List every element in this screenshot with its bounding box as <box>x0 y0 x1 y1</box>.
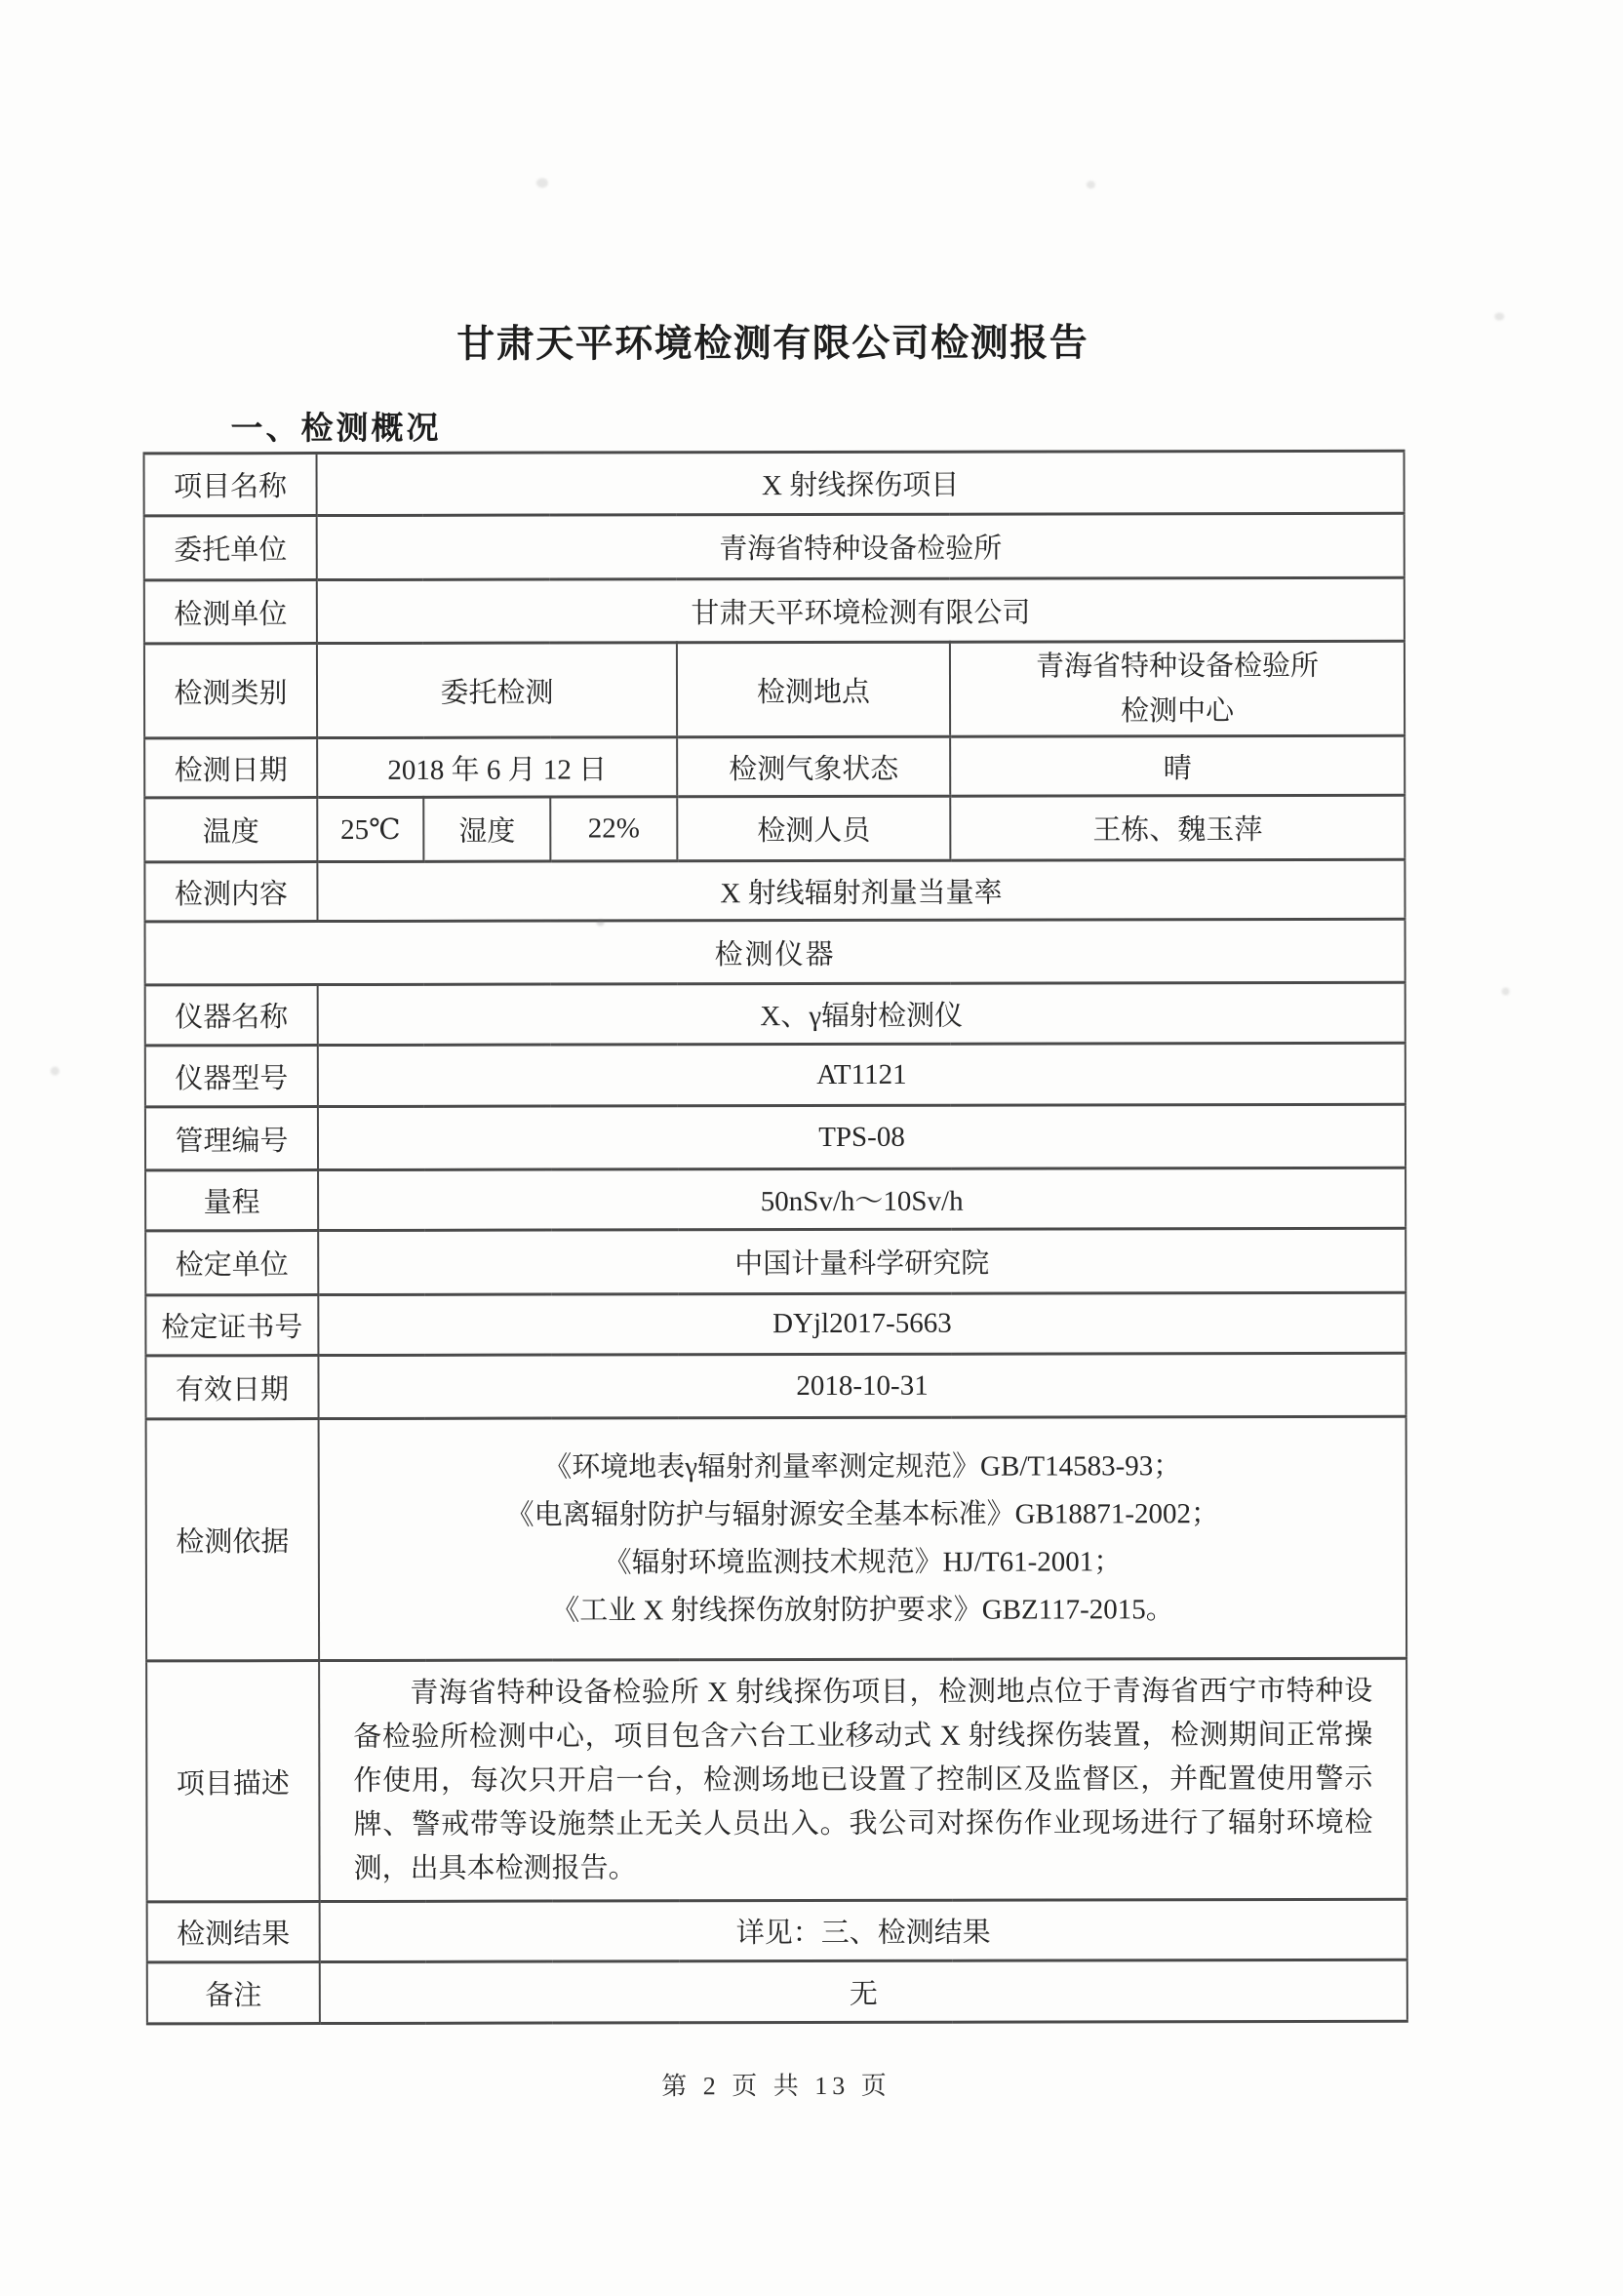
row-label: 仪器型号 <box>145 1046 318 1107</box>
table-row-remarks <box>147 1960 1407 2024</box>
row-label: 检测日期 <box>144 738 317 798</box>
row-label: 检测单位 <box>144 580 317 644</box>
table-row-test-content <box>144 859 1405 922</box>
row-label: 检测人员 <box>677 796 950 861</box>
row-label: 检测内容 <box>144 862 317 922</box>
row-value: 2018-10-31 <box>318 1353 1405 1418</box>
row-label: 检测依据 <box>146 1419 320 1661</box>
row-value: 详见：三、检测结果 <box>320 1899 1407 1961</box>
basis-line: 《工业 X 射线探伤放射防护要求》GBZ117-2015。 <box>551 1593 1174 1627</box>
section-row-header: 检测仪器 <box>145 919 1405 985</box>
row-value <box>319 1658 1407 1901</box>
row-value: DYjl2017-5663 <box>318 1292 1405 1355</box>
row-label: 量程 <box>145 1170 318 1231</box>
table-row-date-weather <box>144 735 1405 798</box>
row-value: 王栋、魏玉萍 <box>950 795 1405 860</box>
row-label: 检测气象状态 <box>677 736 950 797</box>
row-label: 管理编号 <box>145 1107 318 1170</box>
row-label: 备注 <box>147 1962 320 2024</box>
row-value: 晴 <box>950 735 1405 796</box>
row-value: 中国计量科学研究院 <box>318 1228 1405 1294</box>
row-value: 50nSv/h～10Sv/h <box>318 1168 1405 1230</box>
table-row-temp-humidity-staff <box>144 795 1405 862</box>
row-label: 仪器名称 <box>145 985 318 1046</box>
scan-speckle <box>51 1067 59 1076</box>
table-row-test-result <box>147 1899 1407 1962</box>
table-row-project-description <box>146 1658 1407 1902</box>
row-label: 检测类别 <box>144 644 317 738</box>
scan-speckle <box>597 919 605 926</box>
row-label: 委托单位 <box>144 516 317 580</box>
table-row-testing-unit <box>144 577 1405 644</box>
table-row-range <box>145 1168 1405 1231</box>
row-label: 检定单位 <box>145 1231 318 1295</box>
row-value <box>319 1416 1407 1660</box>
basis-line: 《辐射环境监测技术规范》HJ/T61-2001； <box>603 1545 1123 1578</box>
row-value: 委托检测 <box>317 643 677 738</box>
table-row-certificate-number <box>145 1292 1405 1356</box>
row-label: 有效日期 <box>145 1356 318 1419</box>
row-value: X 射线辐射剂量当量率 <box>317 859 1405 921</box>
basis-line: 《环境地表γ辐射剂量率测定规范》GB/T14583-93； <box>543 1449 1182 1484</box>
row-value: TPS-08 <box>318 1104 1405 1169</box>
overview-table <box>143 450 1408 2026</box>
scan-speckle <box>1087 180 1095 188</box>
row-label: 温度 <box>144 798 317 862</box>
scan-speckle <box>1494 313 1504 321</box>
table-row-test-type-location <box>144 641 1405 738</box>
row-value: X 射线探伤项目 <box>317 451 1405 515</box>
table-row-client <box>144 513 1405 580</box>
row-label: 检测地点 <box>677 642 950 737</box>
row-label: 检定证书号 <box>145 1295 318 1356</box>
row-label: 检测结果 <box>147 1902 320 1962</box>
page-title: 甘肃天平环境检测有限公司检测报告 <box>456 322 1089 366</box>
section-heading: 一、检测概况 <box>230 411 442 448</box>
row-label: 项目描述 <box>146 1661 320 1902</box>
basis-line: 《电离辐射防护与辐射源安全基本标准》GB18871-2002； <box>505 1497 1220 1531</box>
table-row-project-name <box>144 451 1405 516</box>
page-number: 第 2 页 共 13 页 <box>661 2071 891 2101</box>
table-row-instrument-name <box>145 982 1405 1046</box>
row-value: 青海省特种设备检验所 检测中心 <box>950 641 1405 736</box>
row-label: 湿度 <box>423 797 550 861</box>
row-label: 项目名称 <box>144 454 317 516</box>
row-value: 甘肃天平环境检测有限公司 <box>317 577 1405 643</box>
table-row-calibration-unit <box>145 1228 1405 1295</box>
table-row-test-basis <box>146 1416 1407 1661</box>
row-value: 无 <box>320 1960 1407 2023</box>
row-value: 22% <box>550 797 677 861</box>
row-value: AT1121 <box>318 1043 1405 1106</box>
scan-speckle <box>1502 988 1510 996</box>
table-row-valid-date <box>145 1353 1405 1419</box>
table-row-instrument-section <box>145 919 1405 985</box>
row-value: X、γ辐射检测仪 <box>318 982 1405 1045</box>
table-row-management-number <box>145 1104 1405 1170</box>
project-description-paragraph: 青海省特种设备检验所 X 射线探伤项目，检测地点位于青海省西宁市特种设备检验所检测中心，项目包含六台工业移动式 X 射线探伤装置，检测期间正常操作使用，每次只开启一台，检测场地已设置了控制区及监督区，并配置使用警示牌、警戒带等设施禁止无关人员出入。我公司对探伤作业现场进行了辐射环境检测，出具本检测报告。 <box>353 1675 1373 1884</box>
row-value: 2018 年 6 月 12 日 <box>317 737 677 798</box>
table-row-instrument-model <box>145 1043 1405 1107</box>
row-value: 25℃ <box>317 797 423 861</box>
row-value: 青海省特种设备检验所 <box>317 513 1405 579</box>
scan-speckle <box>536 178 548 188</box>
